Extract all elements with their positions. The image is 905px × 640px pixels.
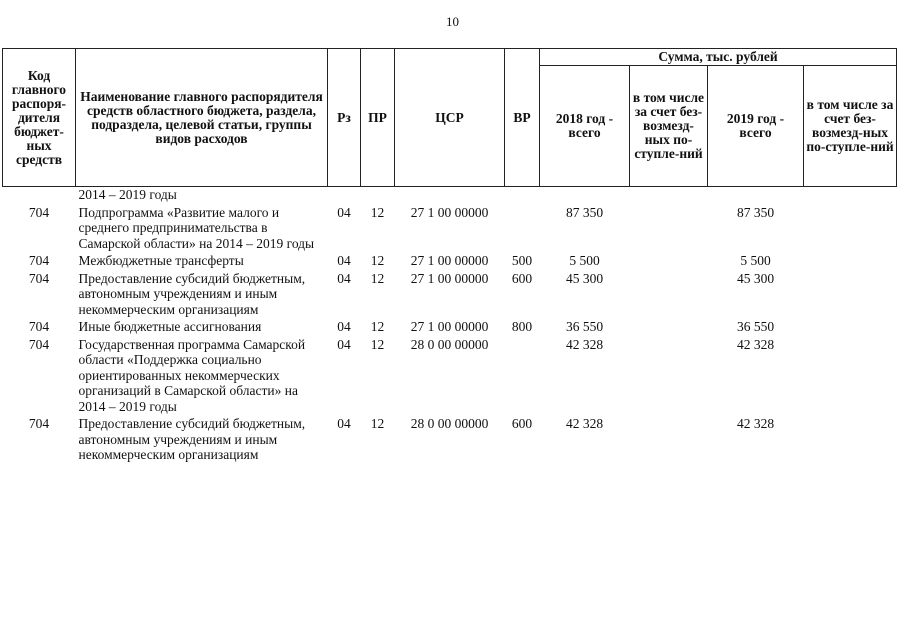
table-body — [3, 187, 897, 465]
cell-vr: 800 — [511, 319, 533, 334]
cell-csr: 28 0 00 00000 — [410, 336, 489, 352]
header-name: Наименование главного распорядителя средств областного бюджета, раздела, подраздела, целевой статьи, группы видов расходов — [76, 49, 328, 187]
continuation-text: 2014 – 2019 годы — [78, 187, 177, 202]
header-pr: ПР — [361, 49, 395, 187]
cell-sum-2018: 42 328 — [565, 336, 604, 352]
cell-csr: 27 1 00 00000 — [410, 270, 489, 286]
cell-pr: 12 — [370, 253, 385, 268]
cell-free-2018 — [630, 416, 708, 465]
cell-free-2019 — [804, 416, 897, 465]
cell-name: Предоставление субсидий бюджетным, автономным учреждениям и иным некоммерческим организациям — [78, 270, 306, 317]
cell-sum-2018: 87 350 — [565, 204, 604, 220]
cell-free-2018 — [630, 319, 708, 337]
page-number: 10 — [446, 14, 459, 29]
cell-vr: 600 — [511, 270, 533, 286]
cell-free-2018 — [630, 253, 708, 271]
cell-sum-2019: 36 550 — [736, 319, 775, 334]
cell-rz: 04 — [337, 204, 351, 220]
budget-table — [2, 48, 897, 465]
cell-code: 704 — [28, 270, 50, 286]
cell-pr: 12 — [370, 204, 385, 220]
header-vr: ВР — [505, 49, 540, 187]
cell-sum-2018: 45 300 — [565, 270, 604, 286]
cell-rz: 04 — [337, 416, 351, 431]
cell-name: Межбюджетные трансферты — [78, 253, 244, 268]
header-code: Код главного распоря-дителя бюджет-ных средств — [3, 49, 76, 187]
cell-pr: 12 — [370, 319, 385, 334]
cell-sum-2019: 5 500 — [740, 253, 771, 268]
table-row — [3, 271, 897, 320]
cell-sum-2018: 5 500 — [569, 253, 600, 268]
header-rz: Рз — [328, 49, 361, 187]
header-2019-total: 2019 год - всего — [708, 66, 804, 187]
header-sum-group: Сумма, тыс. рублей — [540, 49, 897, 66]
table-row — [3, 253, 897, 271]
cell-name: Иные бюджетные ассигнования — [78, 319, 262, 334]
cell-sum-2018: 36 550 — [565, 319, 604, 334]
cell-code: 704 — [28, 336, 50, 352]
cell-csr: 27 1 00 00000 — [410, 253, 489, 268]
cell-sum-2019: 45 300 — [736, 270, 775, 286]
cell-rz: 04 — [337, 319, 351, 334]
cell-code: 704 — [28, 319, 50, 334]
cell-sum-2019: 42 328 — [736, 336, 775, 352]
table-row — [3, 416, 897, 465]
cell-name: Подпрограмма «Развитие малого и среднего предпринимательства в Самарской области» на 2014 – 2019 годы — [78, 204, 315, 251]
cell-free-2019 — [804, 271, 897, 320]
continuation-row — [3, 187, 897, 205]
cell-pr: 12 — [370, 270, 385, 286]
cell-free-2019 — [804, 319, 897, 337]
cell-code: 704 — [28, 416, 50, 431]
cell-name: Предоставление субсидий бюджетным, автономным учреждениям и иным некоммерческим организациям — [78, 416, 306, 462]
header-csr: ЦСР — [395, 49, 505, 187]
cell-code: 704 — [28, 204, 50, 220]
cell-vr: 600 — [511, 416, 533, 431]
cell-name: Государственная программа Самарской области «Поддержка социально ориентированных некоммерческих организаций в Самарской области» на 2014 – 2019 годы — [78, 336, 306, 414]
cell-csr: 27 1 00 00000 — [410, 204, 489, 220]
cell-free-2018 — [630, 205, 708, 254]
cell-vr — [505, 205, 540, 254]
cell-csr: 27 1 00 00000 — [410, 319, 489, 334]
table-header — [3, 49, 897, 187]
cell-pr: 12 — [370, 336, 385, 352]
table-row — [3, 205, 897, 254]
cell-free-2018 — [630, 271, 708, 320]
cell-free-2019 — [804, 205, 897, 254]
cell-sum-2018: 42 328 — [565, 416, 604, 431]
table-row — [3, 319, 897, 337]
cell-rz: 04 — [337, 336, 351, 352]
cell-pr: 12 — [370, 416, 385, 431]
cell-code: 704 — [28, 253, 50, 268]
header-2019-free: в том числе за счет без-возмезд-ных по-ступле-ний — [804, 66, 897, 187]
cell-csr: 28 0 00 00000 — [410, 416, 489, 431]
cell-free-2018 — [630, 337, 708, 417]
header-2018-total: 2018 год - всего — [540, 66, 630, 187]
cell-sum-2019: 87 350 — [736, 204, 775, 220]
header-2018-free: в том числе за счет без-возмезд-ных по-ступле-ний — [630, 66, 708, 187]
cell-free-2019 — [804, 337, 897, 417]
cell-vr: 500 — [511, 253, 533, 268]
cell-rz: 04 — [337, 253, 351, 268]
cell-rz: 04 — [337, 270, 351, 286]
table-row — [3, 337, 897, 417]
cell-sum-2019: 42 328 — [736, 416, 775, 431]
cell-free-2019 — [804, 253, 897, 271]
cell-vr — [505, 337, 540, 417]
